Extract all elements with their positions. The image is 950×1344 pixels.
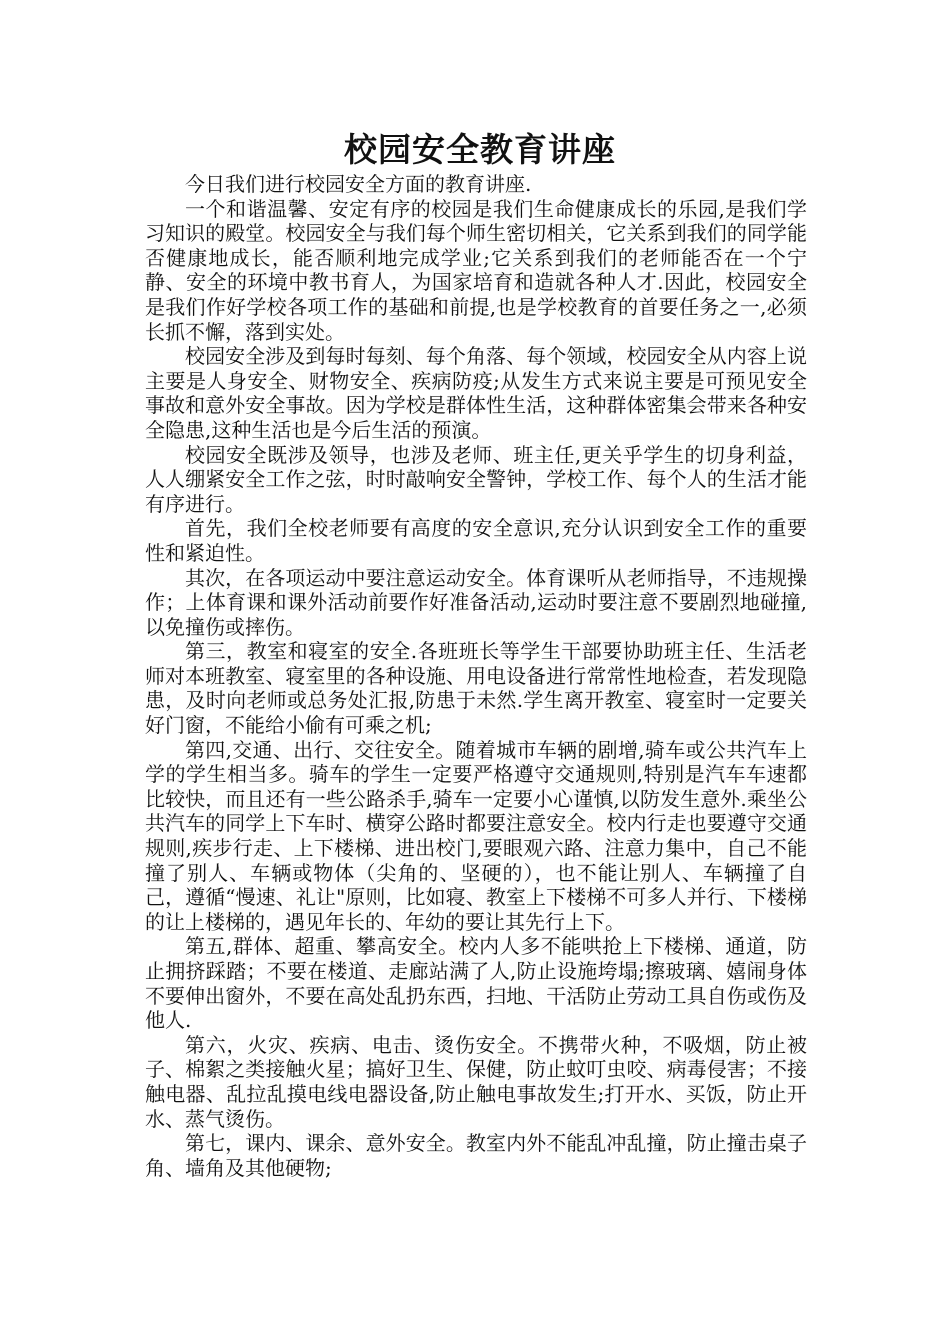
paragraph-importance: 一个和谐温馨、安定有序的校园是我们生命健康成长的乐园,是我们学习知识的殿堂。校园安全与我们每个师生密切相关，它关系到我们的同学能否健康地成长，能否顺利地完成学业;它关系到我们的老师能否在一个宁静、安全的环境中教书育人，为国家培育和造就各种人才.因此，校园安全是我们作好学校各项工作的基础和前提,也是学校教育的首要任务之一,必须长抓不懈，落到实处。 (145, 196, 807, 344)
document-title: 校园安全教育讲座 (344, 130, 616, 169)
paragraph-first: 首先，我们全校老师要有高度的安全意识,充分认识到安全工作的重要性和紧迫性。 (145, 516, 807, 565)
paragraph-fifth: 第五,群体、超重、攀高安全。校内人多不能哄抢上下楼梯、通道，防止拥挤踩踏；不要在楼道、走廊站满了人,防止设施垮塌;擦玻璃、嬉闹身体不要伸出窗外，不要在高处乱扔东西，扫地、干活防止劳动工具自伤或伤及他人. (145, 934, 807, 1033)
paragraph-sixth: 第六，火灾、疾病、电击、烫伤安全。不携带火种，不吸烟，防止被子、棉絮之类接触火星；搞好卫生、保健，防止蚊叮虫咬、病毒侵害；不接触电器、乱拉乱摸电线电器设备,防止触电事故发生;打开水、买饭，防止开水、蒸气烫伤。 (145, 1032, 807, 1131)
paragraph-scope: 校园安全涉及到每时每刻、每个角落、每个领域，校园安全从内容上说主要是人身安全、财物安全、疾病防疫;从发生方式来说主要是可预见安全事故和意外安全事故。因为学校是群体性生活，这种群体密集会带来各种安全隐患,这种生活也是今后生活的预演。 (145, 344, 807, 442)
paragraph-second: 其次，在各项运动中要注意运动安全。体育课听从老师指导，不违规操作；上体育课和课外活动前要作好准备活动,运动时要注意不要剧烈地碰撞,以免撞伤或摔伤。 (145, 565, 807, 639)
paragraph-seventh: 第七，课内、课余、意外安全。教室内外不能乱冲乱撞，防止撞击桌子角、墙角及其他硬物; (145, 1131, 807, 1180)
paragraph-intro: 今日我们进行校园安全方面的教育讲座. (185, 172, 532, 196)
paragraph-third: 第三，教室和寝室的安全.各班班长等学生干部要协助班主任、生活老师对本班教室、寝室里的各种设施、用电设备进行常常性地检查，若发现隐患，及时向老师或总务处汇报,防患于未然.学生离开教室、寝室时一定要关好门窗，不能给小偷有可乘之机; (145, 639, 807, 738)
paragraph-fourth: 第四,交通、出行、交往安全。随着城市车辆的剧增,骑车或公共汽车上学的学生相当多。骑车的学生一定要严格遵守交通规则,特别是汽车车速都比较快，而且还有一些公路杀手,骑车一定要小心谨慎,以防发生意外.乘坐公共汽车的同学上下车时、横穿公路时都要注意安全。校内行走也要遵守交通规则,疾步行走、上下楼梯、进出校门,要眼观六路、注意力集中，自己不能撞了别人、车辆或物体（尖角的、坚硬的），也不能让别人、车辆撞了自己，遵循“慢速、礼让"原则，比如寝、教室上下楼梯不可多人并行、下楼梯的让上楼梯的，遇见年长的、年幼的要让其先行上下。 (145, 737, 807, 934)
document-page (145, 128, 807, 1180)
paragraph-responsibility: 校园安全既涉及领导，也涉及老师、班主任,更关乎学生的切身利益，人人绷紧安全工作之弦，时时敲响安全警钟，学校工作、每个人的生活才能有序进行。 (145, 442, 807, 516)
